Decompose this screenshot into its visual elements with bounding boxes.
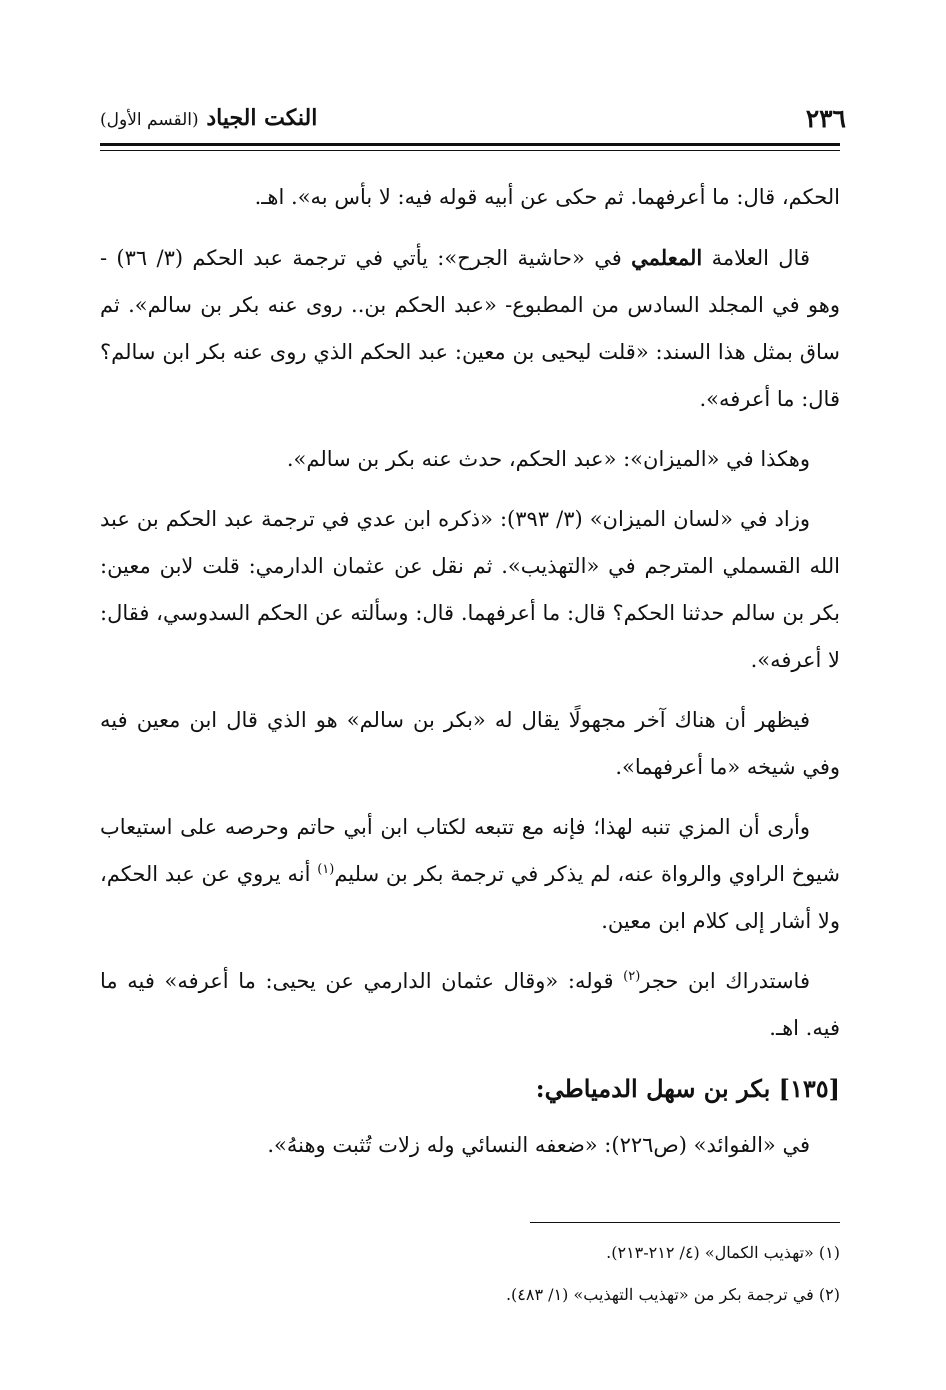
paragraph-mizzi [100, 804, 840, 945]
footnote-ref[interactable]: (٢) [623, 969, 641, 984]
footnote-separator [530, 1222, 840, 1223]
paragraph-conclusion: فيظهر أن هناك آخر مجهولًا يقال له «بكر بن سالم» هو الذي قال ابن معين فيه وفي شيخه «ما أعرفهما». [100, 708, 840, 779]
page-number: ٢٣٦ [805, 103, 846, 133]
paragraph-text: قال العلامة [711, 246, 810, 270]
paragraph-ibn-hajar [100, 958, 840, 1052]
page-header [100, 96, 846, 140]
paragraph-text: أنه يروي عن عبد الحكم، ولا أشار إلى كلام ابن معين. [100, 862, 840, 933]
paragraph-muallimi [100, 234, 840, 423]
entry-heading: [١٣٥] بكر بن سهل الدمياطي: [535, 1074, 840, 1103]
footnote: (٢) في ترجمة بكر من «تهذيب التهذيب» (١/ ٤٨٣). [505, 1285, 840, 1304]
paragraph-text: وأرى أن المزي تنبه لهذا؛ فإنه مع تتبعه لكتاب ابن أبي حاتم وحرصه على استيعاب شيوخ الراوي والرواة عنه، لم يذكر في ترجمة بكر بن سليم [100, 815, 840, 886]
footnote: (١) «تهذيب الكمال» (٤/ ٢١٢-٢١٣). [606, 1243, 840, 1262]
paragraph-text: في «حاشية الجرح»: يأتي في ترجمة عبد الحكم (٣/ ٣٦) - وهو في المجلد السادس من المطبوع- «عبد الحكم بن.. روى عنه بكر بن سالم». ثم ساق بمثل هذا السند: «قلت ليحيى بن معين: عبد الحكم الذي روى عنه بكر ابن سالم؟ قال: ما أعرفه». [100, 246, 840, 411]
paragraph-text: فاستدراك ابن حجر [640, 969, 810, 993]
footnotes [100, 1232, 840, 1316]
page-body [100, 174, 840, 1182]
book-part: (القسم الأول) [100, 110, 199, 130]
emphasized-name: المعلمي [631, 245, 703, 270]
footnote-ref[interactable]: (١) [317, 862, 335, 877]
running-title [100, 105, 317, 131]
paragraph-text: قوله: «وقال عثمان الدارمي عن يحيى: ما أعرفه» فيه ما فيه. اهـ. [100, 969, 840, 1040]
book-title: النكت الجياد [206, 105, 318, 131]
paragraph-mizan: وهكذا في «الميزان»: «عبد الحكم، حدث عنه بكر بن سالم». [286, 447, 810, 471]
paragraph-continuation: الحكم، قال: ما أعرفهما. ثم حكى عن أبيه قوله فيه: لا بأس به». اهـ. [254, 185, 840, 209]
paragraph-lisan: وزاد في «لسان الميزان» (٣/ ٣٩٣): «ذكره ابن عدي في ترجمة عبد الحكم بن عبد الله القسملي المترجم في «التهذيب». ثم نقل عن عثمان الدارمي: قلت لابن معين: بكر بن سالم حدثنا الحكم؟ قال: ما أعرفهما. قال: وسألته عن الحكم السدوسي، فقال: لا أعرفه». [100, 507, 840, 672]
header-rule-thin [100, 150, 840, 151]
entry-text: في «الفوائد» (ص٢٢٦): «ضعفه النسائي وله زلات تُثبت وهنهُ». [267, 1133, 810, 1157]
header-rule-thick [100, 143, 840, 146]
